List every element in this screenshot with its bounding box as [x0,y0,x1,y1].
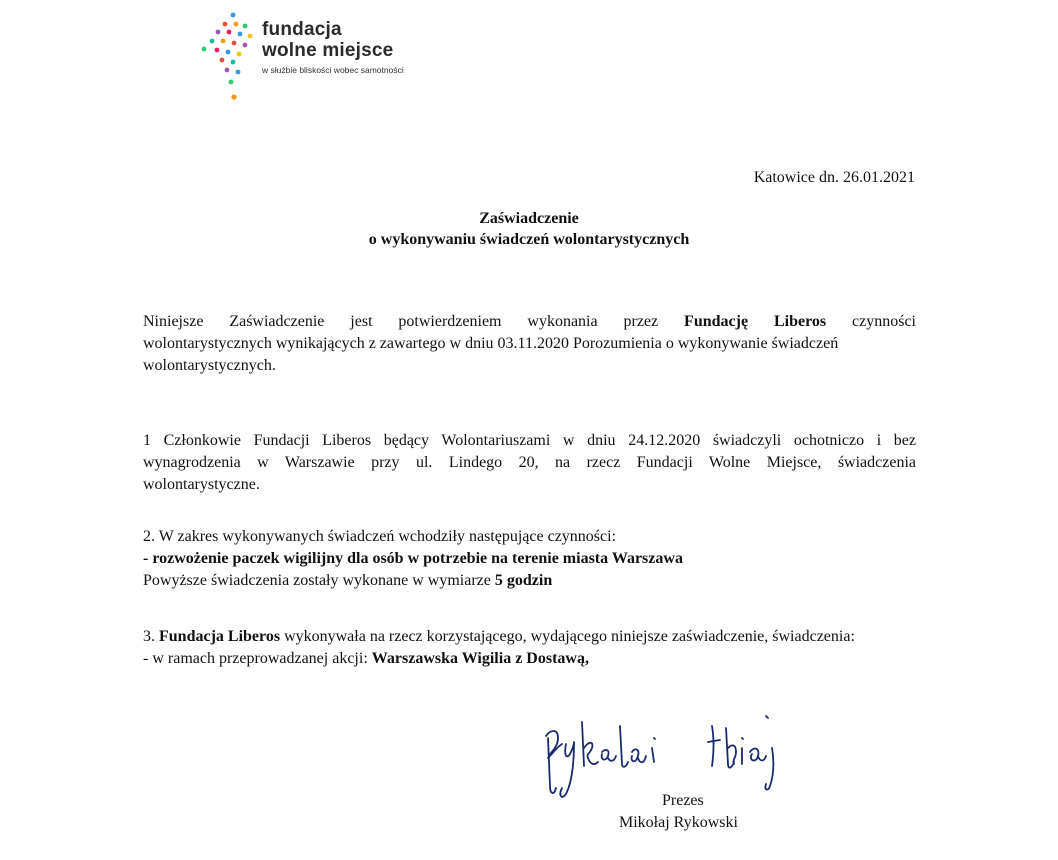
foundation-logo [198,10,448,105]
signatory-role: Prezes [662,792,704,809]
logo-line1: fundacja [262,19,342,40]
intro-line3: wolontarystycznych. [143,357,276,374]
p2-item-dash: - [143,550,153,567]
p3-num: 3. [143,628,159,645]
p3-line2 [143,648,916,670]
p3-line1 [143,626,916,648]
signatory-name: Mikołaj Rykowski [619,814,738,831]
logo-tagline: w służbie bliskości wobec samotności [262,65,404,75]
p1-line1: 1 Członkowie Fundacji Liberos będący Wolontariuszami w dniu 24.12.2020 świadczyli ochotniczo i bez [143,432,916,449]
intro-text-pre: Niniejsze Zaświadczenie jest potwierdzeniem wykonania przez [143,313,685,330]
p2-line3 [143,570,916,592]
logo-dots-icon [198,10,260,105]
logo-line2: wolne miejsce [262,40,394,61]
document-title [0,208,1058,250]
paragraph-2 [143,526,916,592]
p1-line2: wynagrodzenia w Warszawie przy ul. Lindego 20, na rzecz Fundacji Wolne Miejsce, świadczenia [143,454,916,471]
place-date: Katowice dn. 26.01.2021 [753,169,915,186]
p1-line3: wolontarystyczne. [143,476,260,493]
intro-line1 [143,311,916,333]
title-line1: Zaświadczenie [479,210,579,227]
paragraph-3 [143,626,916,670]
paragraph-intro [143,311,916,377]
p3-text-post: wykonywała na rzecz korzystającego, wydającego niniejsze zaświadczenie, świadczenia: [280,628,855,645]
p2-hours-value: 5 godzin [494,572,553,589]
p2-item [143,548,916,570]
intro-line2: wolontarystycznych wynikających z zawartego w dniu 03.11.2020 Porozumienia o wykonywanie świadczeń [143,335,839,352]
p2-hours-pre: Powyższe świadczenia zostały wykonane w wymiarze [143,572,495,589]
intro-text-post: czynności [826,313,916,330]
p3-action-name: Warszawska Wigilia z Dostawą, [371,650,589,667]
logo-text [262,19,404,76]
paragraph-1 [143,430,916,496]
p2-line1: 2. W zakres wykonywanych świadczeń wchodziły następujące czynności: [143,528,617,545]
title-line2: o wykonywaniu świadczeń wolontarystycznych [368,231,690,248]
p3-action-pre: - w ramach przeprowadzanej akcji: [143,650,372,667]
p2-item-text: rozwożenie paczek wigilijny dla osób w potrzebie na terenie miasta Warszawa [152,550,683,567]
intro-foundation-name: Fundację Liberos [684,313,827,330]
p3-foundation-name: Fundacja Liberos [159,628,281,645]
